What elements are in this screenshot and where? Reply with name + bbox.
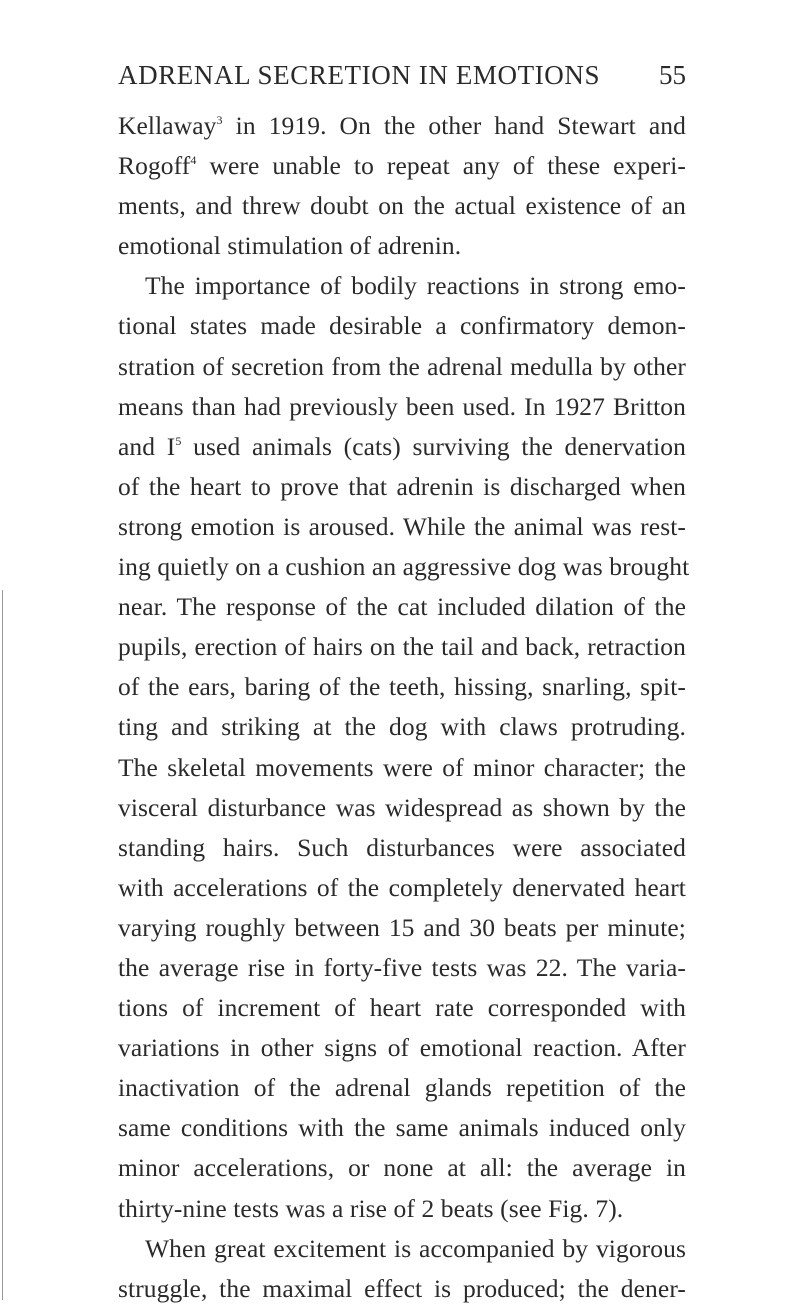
footnote-ref: 3 <box>216 113 223 127</box>
text-line: The skeletal movements were of minor character; the <box>118 752 686 782</box>
text-line: stration of secretion from the adrenal medulla by other <box>118 351 686 381</box>
scan-margin-line <box>2 590 3 1300</box>
footnote-ref: 5 <box>175 433 182 448</box>
text-line: ing quietly on a cushion an aggressive dog was brought <box>118 552 690 582</box>
text-line: ting and striking at the dog with claws protruding. <box>118 712 686 742</box>
text-line: Rogoff$^4$ were unable to repeat any of these experi- <box>118 151 686 181</box>
text-line: struggle, the maximal effect is produced; the dener- <box>118 1273 686 1303</box>
text-line: pupils, erection of hairs on the tail and back, retraction <box>118 632 686 662</box>
text-line: with accelerations of the completely denervated heart <box>118 872 686 902</box>
text-line: strong emotion is aroused. While the animal was rest- <box>118 511 686 541</box>
footnote-ref: 4 <box>190 153 197 168</box>
text-line: inactivation of the adrenal glands repetition of the <box>118 1073 686 1103</box>
text-line: thirty-nine tests was a rise of 2 beats (see Fig. 7). <box>118 1193 624 1223</box>
text-line: Kellaway$^3$ in 1919. On the other hand Stewart and <box>118 111 686 140</box>
text-line: the average rise in forty-five tests was 22. The varia- <box>118 952 686 982</box>
text-line: tional states made desirable a confirmatory demon- <box>118 311 686 341</box>
text-line: standing hairs. Such disturbances were associated <box>118 832 686 862</box>
text-line: of the ears, baring of the teeth, hissing, snarling, spit- <box>118 672 686 702</box>
text-line: and $I^5$ used animals (cats) surviving the denervation <box>118 431 686 461</box>
paragraph-start-line: When great excitement is accompanied by vigorous <box>145 1233 686 1263</box>
chapter-title: ADRENAL SECRETION IN EMOTIONS <box>118 60 601 90</box>
text-line: of the heart to prove that adrenin is discharged when <box>118 471 686 501</box>
text-line: emotional stimulation of adrenin. <box>118 231 462 261</box>
text-line: minor accelerations, or none at all: the average in <box>118 1153 686 1183</box>
page-number: 55 <box>659 60 686 90</box>
text-line: visceral disturbance was widespread as shown by the <box>118 792 686 822</box>
paragraph-start-line: The importance of bodily reactions in strong emo- <box>145 271 686 301</box>
text-line: ments, and threw doubt on the actual existence of an <box>118 191 686 221</box>
text-line: same conditions with the same animals induced only <box>118 1113 686 1143</box>
text-line: variations in other signs of emotional reaction. After <box>118 1033 686 1063</box>
body-text <box>118 106 690 1309</box>
running-header <box>118 60 686 92</box>
text-line: means than had previously been used. In 1927 Britton <box>118 391 686 421</box>
text-line: near. The response of the cat included dilation of the <box>118 592 686 622</box>
text-line: tions of increment of heart rate corresponded with <box>118 993 686 1023</box>
text-line: varying roughly between 15 and 30 beats per minute; <box>118 912 686 942</box>
